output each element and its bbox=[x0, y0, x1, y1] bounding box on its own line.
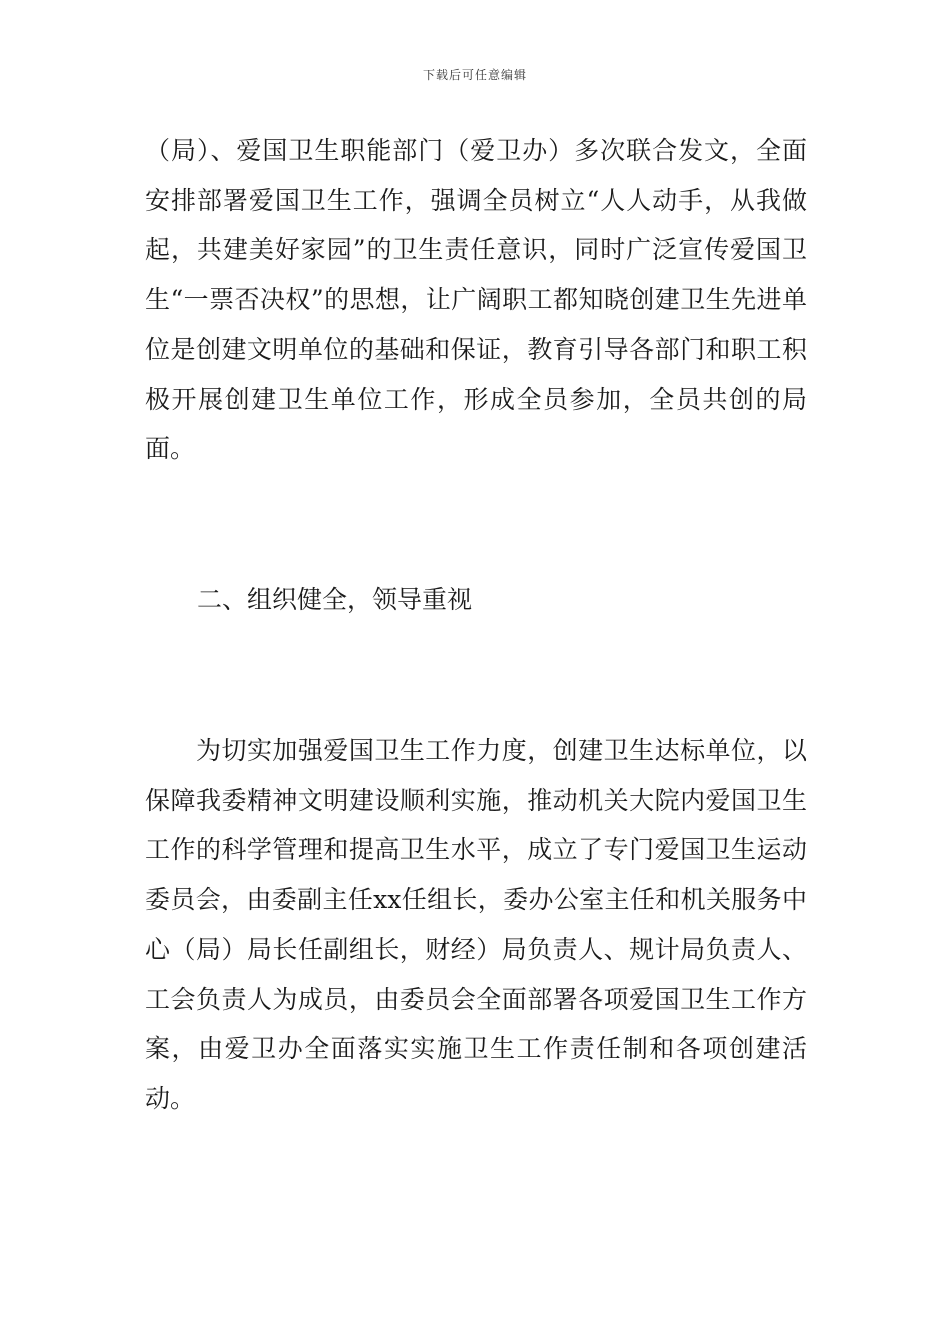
body-paragraph-2: 为切实加强爱国卫生工作力度，创建卫生达标单位，以保障我委精神文明建设顺利实施，推动机关大院内爱国卫生工作的科学管理和提高卫生水平，成立了专门爱国卫生运动委员会，由委副主任xx任组长，委办公室主任和机关服务中心（局）局长任副组长，财经）局负责人、规计局负责人、工会负责人为成员，由委员会全面部署各项爱国卫生工作方案，由爱卫办全面落实实施卫生工作责任制和各项创建活动。 bbox=[145, 736, 807, 1113]
section-heading: 二、组织健全，领导重视 bbox=[197, 585, 473, 614]
header-note: 下载后可任意编辑 bbox=[422, 68, 527, 82]
body-paragraph-1: （局）、爱国卫生职能部门（爱卫办）多次联合发文，全面安排部署爱国卫生工作，强调全员树立“人人动手，从我做起，共建美好家园”的卫生责任意识，同时广泛宣传爱国卫生“一票否决权”的思想，让广阔职工都知晓创建卫生先进单位是创建文明单位的基础和保证，教育引导各部门和职工积极开展创建卫生单位工作，形成全员参加，全员共创的局面。 bbox=[145, 136, 807, 464]
